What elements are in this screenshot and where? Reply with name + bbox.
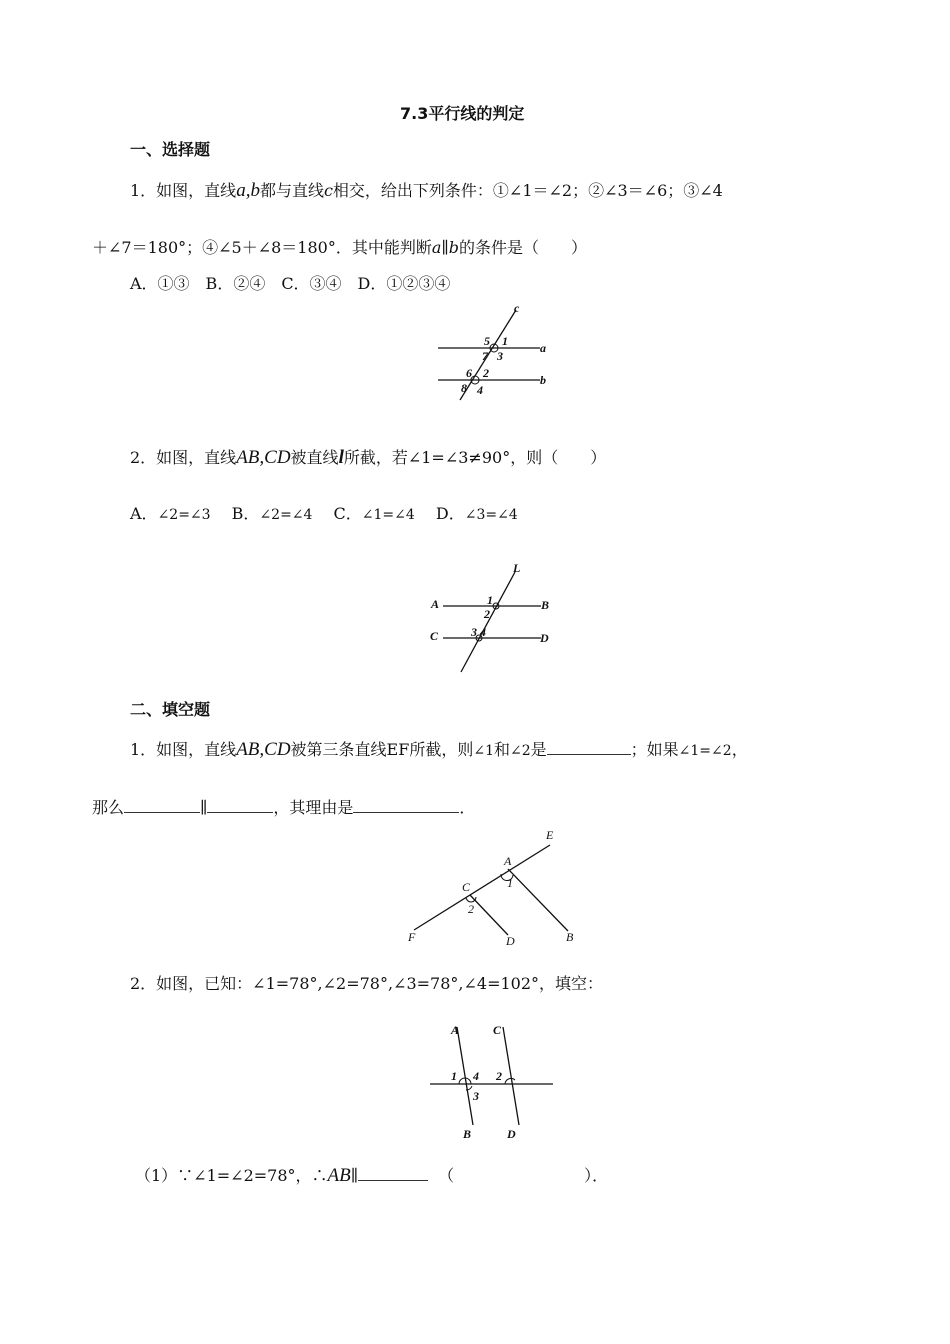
fq1-line2-b: ，其理由是 [273, 798, 354, 817]
fill-question-1-line-2 [92, 798, 475, 818]
fq1-ang2: ∠2 [510, 743, 531, 759]
fig3-label-b: B [566, 930, 574, 944]
q2-opt-c: C． [333, 504, 362, 523]
fill-question-1-line-1 [130, 740, 748, 761]
q2-opt-d: D． [435, 504, 465, 523]
q2-text-a: 被直线 [290, 448, 339, 467]
q2-opt-c-val: ∠1=∠4 [361, 507, 415, 523]
fq1-line2-a: 那么 [92, 798, 125, 817]
q1-text-a: 都与直线 [259, 181, 324, 200]
fig4-label-b: B [463, 1127, 472, 1141]
q1-par: ∥ [441, 238, 449, 257]
sub1-par: ∥ [350, 1166, 359, 1185]
fig1-angle-7: 7 [482, 349, 488, 363]
q2-opt-a: A． [130, 504, 158, 523]
figure-4 [425, 1015, 565, 1145]
q2-options [130, 504, 518, 525]
fig1-angle-5: 5 [484, 334, 490, 348]
fq1-ang1: ∠1 [473, 743, 494, 759]
fq1-period: ． [459, 798, 476, 817]
q2-text-b: 所截，若∠1=∠3≠90°，则（ ） [343, 448, 607, 467]
q1-prefix: 1．如图，直线 [130, 181, 237, 200]
q1-options: A．①③ B．②④ C．③④ D．①②③④ [130, 274, 451, 293]
sub1-paren-close: ）． [584, 1166, 609, 1185]
q2-opt-b-val: ∠2=∠4 [259, 507, 313, 523]
figure-2 [425, 560, 565, 675]
fq1-comma: ， [731, 740, 748, 759]
fig2-label-c: C [430, 629, 439, 643]
fill-question-2-line: 2．如图，已知：∠1=78°,∠2=78°,∠3=78°,∠4=102°，填空： [130, 974, 604, 993]
sub1-ab: AB [327, 1165, 351, 1186]
fig4-angle-4: 4 [473, 1069, 479, 1083]
q1-line2-a: ＋∠7＝180°；④∠5＋∠8＝180°．其中能判断 [92, 238, 432, 257]
fig1-angle-6: 6 [466, 366, 472, 380]
sub1-therefore: ∴ [311, 1166, 328, 1185]
fq1-par: ∥ [200, 798, 208, 817]
fq1-text-a: 被第三条直线EF所截，则 [290, 740, 474, 759]
q1-text-b: 相交，给出下列条件：①∠1＝∠2；②∠3＝∠6；③∠4 [332, 181, 723, 200]
fig4-angle-1: 1 [451, 1069, 457, 1083]
fig3-angle-2: 2 [468, 902, 474, 916]
question-1-line-2 [92, 238, 587, 258]
fig1-label-a: a [540, 341, 546, 355]
fig2-angle-3-4: 3 4 [471, 625, 486, 639]
fig2-label-d: D [540, 631, 549, 645]
q2-l: l [338, 447, 344, 468]
fig3-label-f: F [408, 930, 416, 944]
fig4-label-c: C [493, 1023, 502, 1037]
figure-3 [400, 825, 580, 950]
fig1-angle-3: 3 [497, 349, 503, 363]
q2-opt-d-val: ∠3=∠4 [464, 507, 518, 523]
section-heading-choice: 一、选择题 [130, 140, 211, 159]
q2-opt-a-val: ∠2=∠3 [157, 507, 211, 523]
fig1-label-b: b [540, 373, 546, 387]
blank-line-1[interactable] [124, 798, 200, 813]
section-heading-fill: 二、填空题 [130, 700, 211, 719]
blank-reason[interactable] [353, 798, 459, 813]
sub1-a: （1）∵∠1=∠2=78°， [135, 1166, 312, 1185]
fig4-angle-2: 2 [496, 1069, 502, 1083]
fq1-and: 和 [493, 740, 510, 759]
blank-angle-relation[interactable] [547, 740, 631, 755]
q1-b: b [448, 238, 460, 257]
fig2-label-l: L [513, 561, 521, 575]
q1-line2-b: 的条件是（ ） [459, 238, 588, 257]
fq1-cond: ∠1=∠2 [678, 743, 732, 759]
fill-question-2-sub-1 [135, 1166, 608, 1186]
q2-opt-b: B． [231, 504, 260, 523]
fig1-angle-8: 8 [461, 381, 467, 395]
fig2-angle-2: 2 [484, 607, 490, 621]
fig1-label-c: c [514, 301, 520, 315]
fig4-label-a: A [451, 1023, 460, 1037]
fig3-label-e: E [546, 828, 554, 842]
fq1-semi: ；如果 [630, 740, 679, 759]
fig1-angle-4: 4 [477, 383, 483, 397]
fig4-label-d: D [507, 1127, 516, 1141]
fig3-angle-1: 1 [507, 876, 513, 890]
fq1-prefix: 1．如图，直线 [130, 740, 237, 759]
fig1-angle-2: 2 [483, 366, 489, 380]
fig2-label-b: B [541, 598, 550, 612]
figure-1 [430, 300, 560, 400]
question-1-line-1 [130, 181, 723, 201]
fig3-label-a: A [504, 854, 512, 868]
sub1-paren-open: （ [438, 1166, 455, 1185]
question-2-line [130, 448, 606, 468]
blank-line-2[interactable] [207, 798, 273, 813]
q1-c: c [323, 181, 333, 200]
fig1-angle-1: 1 [502, 334, 508, 348]
q1-vars: a,b [236, 180, 260, 201]
q2-vars: AB,CD [236, 447, 291, 468]
fig2-label-a: A [431, 597, 440, 611]
fq1-is: 是 [530, 740, 547, 759]
fig4-angle-3: 3 [473, 1089, 479, 1103]
q1-a: a [431, 238, 442, 257]
blank-parallel-line[interactable] [358, 1166, 428, 1181]
q2-prefix: 2．如图，直线 [130, 448, 237, 467]
fq1-vars: AB,CD [236, 739, 291, 760]
fig3-label-c: C [462, 880, 471, 894]
fig3-label-d: D [506, 934, 515, 948]
fig2-angle-1: 1 [487, 593, 493, 607]
page-title: 7.3平行线的判定 [400, 104, 525, 123]
blank-reason-2[interactable] [454, 1167, 584, 1181]
